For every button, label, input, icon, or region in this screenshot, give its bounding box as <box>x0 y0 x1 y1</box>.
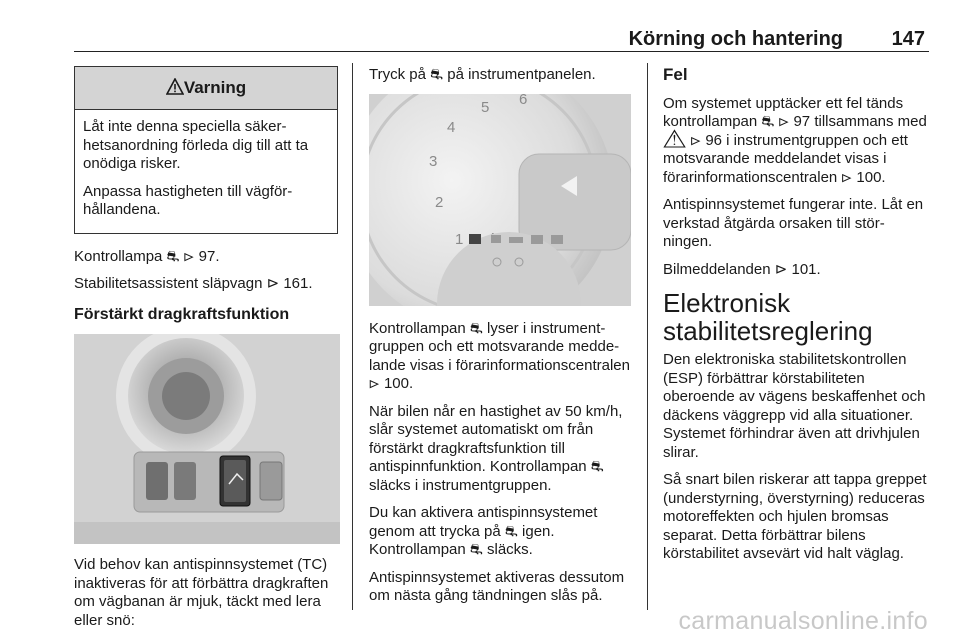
column-divider-2 <box>647 63 648 610</box>
gauge-number-3: 3 <box>429 152 438 170</box>
column-divider-1 <box>352 63 353 610</box>
warning-title: Varning <box>183 78 247 97</box>
column-2 <box>369 66 634 615</box>
reactivate-text: Du kan aktivera antispinnsystemet genom att trycka på ⛐ igen. Kontrollampan ⛐ släcks. <box>369 504 598 558</box>
page-header <box>74 26 929 52</box>
auto-switch-text: När bilen når en hastighet av 50 km/h, slår systemet automatiskt om från förstärkt dragkraftsfunktion till antispinnfunktion. Kontrollampan ⛐ släcks i instrumentgruppen. <box>369 402 623 494</box>
column-1 <box>74 66 340 639</box>
column-3 <box>663 66 928 573</box>
warning-icon <box>166 78 184 95</box>
warning-text-2: Anpassa hastigheten till vägförhållandena. <box>83 182 293 218</box>
indicator-ref: Kontrollampa ⛐ ⊳ 97. <box>74 247 220 265</box>
chapter-title: Körning och hantering <box>628 28 843 50</box>
gauge-number-4: 4 <box>447 118 456 136</box>
dashboard-switch-photo <box>74 334 340 544</box>
esp-description: Den elektroniska stabilitetskontrollen (ESP) förbättrar körstabiliteten oberoende av vägens beskaffenhet och däckens väggrepp vid alla situationer. Systemet förhindrar även att drivhjulen slirar. <box>663 351 926 461</box>
warning-header <box>75 67 337 110</box>
watermark: carmanualsonline.info <box>678 607 928 635</box>
press-button-text: Tryck på ⛐ på instrumentpanelen. <box>369 66 596 83</box>
section-heading-fault: Fel <box>663 65 688 84</box>
warning-text-1: Låt inte denna speciella säkerhetsanordning förleda dig till att ta onödiga risker. <box>83 118 309 172</box>
indicator-on-text: Kontrollampan ⛐ lyser i instrumentgruppen och ett motsvarande meddelande visas i förarinformationscentralen ⊳ 100. <box>369 319 630 392</box>
header-rule <box>74 51 929 52</box>
section-heading-traction: Förstärkt dragkraftsfunktion <box>74 305 290 323</box>
ignition-text: Antispinnsystemet aktiveras dessutom om nästa gång tändningen slås på. <box>369 568 625 604</box>
fault-text: Om systemet upptäcker ett fel tänds kontrollampan ⛐ ⊳ 97 tillsammans med ⚠ ⊳ 96 i instrumentgruppen och ett motsvarande meddelandet visas i förarinformationscentralen ⊳ 100. <box>663 94 927 186</box>
gauge-number-6: 6 <box>519 93 528 108</box>
warning-box <box>74 66 338 234</box>
esp-operation: Så snart bilen riskerar att tappa greppet (understyrning, överstyrning) reduceras motoreffekten och hjulen bromsas separat. Detta förbättrar bilens körstabilitet avsevärt vid halt väglag. <box>663 471 927 562</box>
section-heading-esp: Elektronisk stabilitetsreglering <box>663 288 873 346</box>
page-number: 147 <box>891 28 925 50</box>
gauge-number-2: 2 <box>435 193 444 211</box>
vehicle-messages-ref: Bilmeddelanden ⊳ 101. <box>663 260 821 278</box>
trailer-assist-ref: Stabilitetsassistent släpvagn ⊳ 161. <box>74 275 313 292</box>
traction-instructions: Vid behov kan antispinnsystemet (TC) inaktiveras för att förbättra dragkraften om vägbanan är mjuk, täckt med lera eller snö: <box>74 556 329 629</box>
instrument-cluster-photo <box>369 94 631 306</box>
gauge-number-1: 1 <box>455 230 464 248</box>
gauge-number-5: 5 <box>481 98 490 116</box>
tcs-not-working-text: Antispinnsystemet fungerar inte. Låt en verkstad åtgärda orsaken till störningen. <box>663 196 924 250</box>
